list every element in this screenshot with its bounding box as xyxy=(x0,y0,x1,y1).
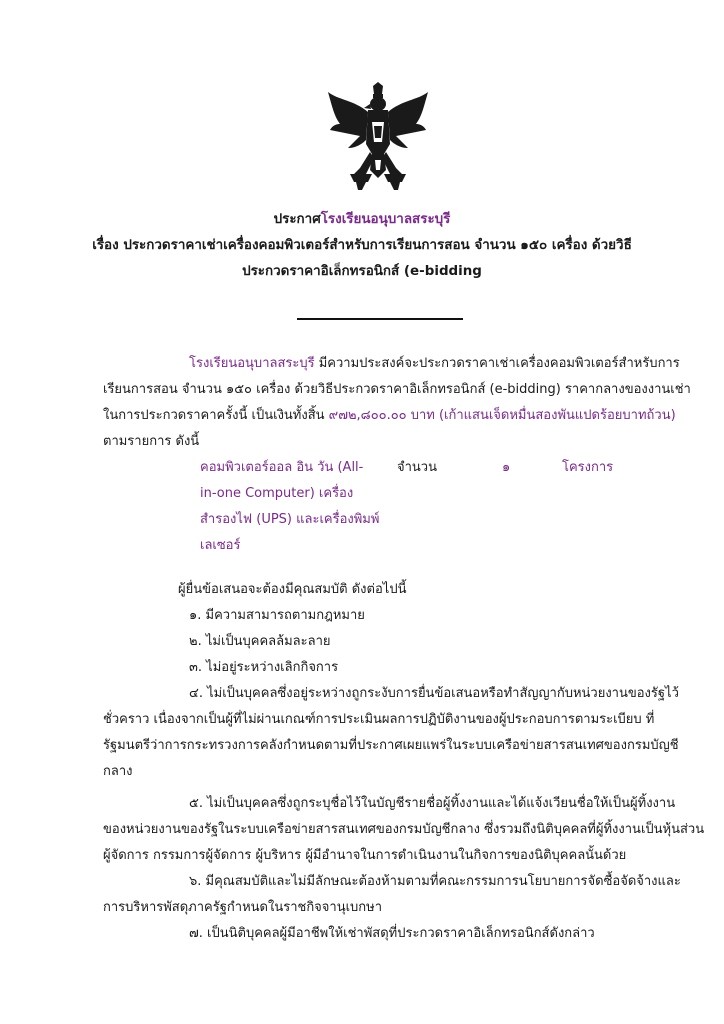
qualification-4-line-4: กลาง xyxy=(103,764,133,779)
intro-line-3 xyxy=(103,407,676,425)
qualifications-heading: ผู้ยื่นข้อเสนอจะต้องมีคุณสมบัติ ดังต่อไปนี้ xyxy=(178,582,407,597)
qualification-6-line-1: ๖. มีคุณสมบัติและไม่มีลักษณะต้องห้ามตามที่คณะกรรมการนโยบายการจัดซื้อจัดจ้างและ xyxy=(189,874,681,889)
qualification-5-line-2: ของหน่วยงานของรัฐในระบบเครือข่ายสารสนเทศของกรมบัญชีกลาง ซึ่งรวมถึงนิติบุคคลที่ผู้ทิ้งงานเป็นหุ้นส่วน xyxy=(103,822,705,837)
qualification-4-line-3: รัฐมนตรีว่าการกระทรวงการคลังกำหนดตามที่ประกาศเผยแพร่ในระบบเครือข่ายสารสนเทศของกรมบัญชี xyxy=(103,738,679,753)
intro-line-4: ตามรายการ ดังนี้ xyxy=(103,434,200,449)
intro-line-2: เรียนการสอน จำนวน ๑๕๐ เครื่อง ด้วยวิธีประกวดราคาอิเล็กทรอนิกส์ (e-bidding) ราคากลางของงานเช่า xyxy=(103,382,691,397)
budget-amount: ๙๗๒,๘๐๐.๐๐ บาท (เก้าแสนเจ็ดหมื่นสองพันแปดร้อยบาทถ้วน) xyxy=(328,408,676,423)
garuda-seal-icon xyxy=(326,82,430,192)
item-name-line-4: เลเซอร์ xyxy=(200,538,241,553)
item-qty-value: ๑ xyxy=(502,460,511,475)
qualification-3: ๓. ไม่อยู่ระหว่างเลิกกิจการ xyxy=(189,660,339,675)
qualification-7: ๗. เป็นนิติบุคคลผู้มีอาชีพให้เช่าพัสดุที่ประกวดราคาอิเล็กทรอนิกส์ดังกล่าว xyxy=(189,926,595,941)
qualification-5-line-1: ๕. ไม่เป็นบุคคลซึ่งถูกระบุชื่อไว้ในบัญชีรายชื่อผู้ทิ้งงานและได้แจ้งเวียนชื่อให้เป็นผู้ทิ้งงาน xyxy=(189,796,676,811)
intro-line-1 xyxy=(189,355,680,373)
qualification-2: ๒. ไม่เป็นบุคคลล้มละลาย xyxy=(189,634,331,649)
item-name-line-3: สำรองไฟ (UPS) และเครื่องพิมพ์ xyxy=(200,512,380,527)
qualification-4-line-2: ชั่วคราว เนื่องจากเป็นผู้ที่ไม่ผ่านเกณฑ์การประเมินผลการปฏิบัติงานของผู้ประกอบการตามระเบียบ ที่ xyxy=(103,712,655,727)
announcement-title xyxy=(0,211,724,229)
title-divider xyxy=(297,318,463,320)
subject-line-2: ประกวดราคาอิเล็กทรอนิกส์ (e-bidding xyxy=(242,264,482,279)
intro-school-name: โรงเรียนอนุบาลสระบุรี xyxy=(189,356,315,371)
title-prefix: ประกาศ xyxy=(273,212,321,227)
subject-line-1: เรื่อง ประกวดราคาเช่าเครื่องคอมพิวเตอร์สำหรับการเรียนการสอน จำนวน ๑๕๐ เครื่อง ด้วยวิธี xyxy=(92,238,632,253)
qualification-1: ๑. มีความสามารถตามกฎหมาย xyxy=(189,608,365,623)
qualification-6-line-2: การบริหารพัสดุภาครัฐกำหนดในราชกิจจานุเบกษา xyxy=(103,900,383,915)
qualification-5-line-3: ผู้จัดการ กรรมการผู้จัดการ ผู้บริหาร ผู้มีอำนาจในการดำเนินงานในกิจการของนิติบุคคลนั้นด้วย xyxy=(103,848,627,863)
item-unit: โครงการ xyxy=(562,460,614,475)
intro-line-3-text: ในการประกวดราคาครั้งนี้ เป็นเงินทั้งสิ้น xyxy=(103,408,329,423)
qualification-4-line-1: ๔. ไม่เป็นบุคคลซึ่งอยู่ระหว่างถูกระงับการยื่นข้อเสนอหรือทำสัญญากับหน่วยงานของรัฐไว้ xyxy=(189,686,679,701)
item-qty-label: จำนวน xyxy=(397,460,437,475)
item-name-line-2: in-one Computer) เครื่อง xyxy=(200,486,354,501)
intro-line-1-text: มีความประสงค์จะประกวดราคาเช่าเครื่องคอมพิวเตอร์สำหรับการ xyxy=(314,356,680,371)
title-school-name: โรงเรียนอนุบาลสระบุรี xyxy=(320,212,451,227)
item-name-line-1: คอมพิวเตอร์ออล อิน วัน (All- xyxy=(200,460,364,475)
